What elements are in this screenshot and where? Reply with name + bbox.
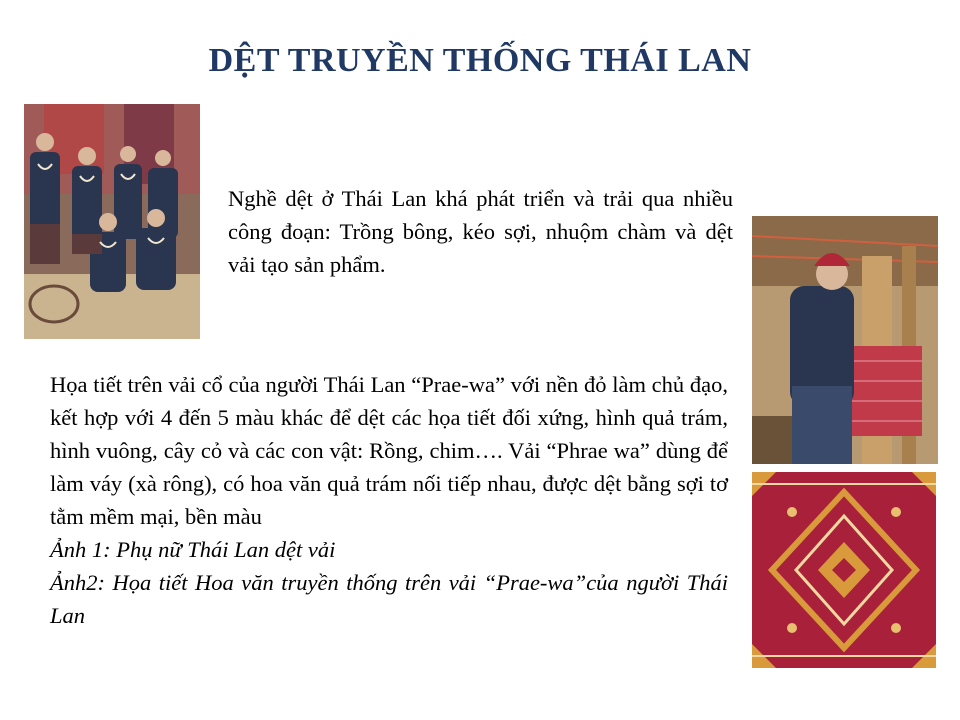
body-text: Họa tiết trên vải cổ của người Thái Lan “Prae-wa” với nền đỏ làm chủ đạo, kết hợp với 4 đến 5 màu khác để dệt các họa tiết đối xứng, hình quả trám, hình vuông, cây cỏ và các con vật: Rồng, chim…. Vải “Phrae wa” dùng để làm váy (xà rông), có hoa văn quả trám nối tiếp nhau, được dệt bằng sợi tơ tằm mềm mại, bền màu [50, 372, 728, 529]
intro-paragraph: Nghề dệt ở Thái Lan khá phát triển và trải qua nhiều công đoạn: Trồng bông, kéo sợi, nhuộm chàm và dệt vải tạo sản phẩm. [228, 186, 733, 277]
caption-photo-1: Ảnh 1: Phụ nữ Thái Lan dệt vải [50, 537, 336, 562]
slide-title: DỆT TRUYỀN THỐNG THÁI LAN [208, 42, 752, 79]
caption-photo-2: Ảnh2: Họa tiết Hoa văn truyền thống trên vải “Prae-wa”của người Thái Lan [50, 570, 728, 628]
group-photo [24, 104, 200, 339]
weaving-photo [752, 216, 938, 464]
body-paragraph [50, 368, 728, 632]
fabric-pattern-photo [752, 472, 936, 668]
